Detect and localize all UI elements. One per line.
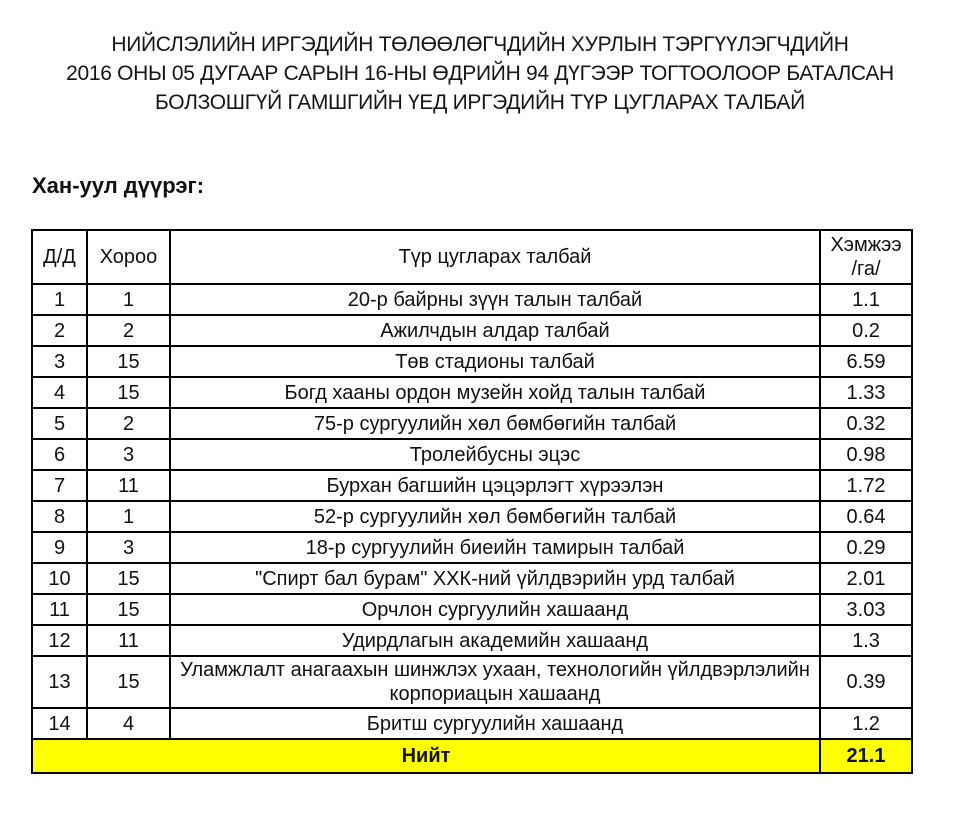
table-row: [32, 439, 912, 470]
cell-site: Удирдлагын академийн хашаанд: [170, 625, 820, 656]
cell-khoroo: 2: [87, 315, 170, 346]
table-row: [32, 594, 912, 625]
cell-dd: 14: [32, 708, 87, 739]
cell-dd: 5: [32, 408, 87, 439]
cell-khoroo: 1: [87, 284, 170, 315]
cell-khoroo: 3: [87, 532, 170, 563]
cell-dd: 8: [32, 501, 87, 532]
cell-khoroo: 15: [87, 563, 170, 594]
table-header-row: [32, 230, 912, 284]
cell-dd: 7: [32, 470, 87, 501]
title-line-3: БОЛЗОШГҮЙ ГАМШГИЙН ҮЕД ИРГЭДИЙН ТҮР ЦУГЛАРАХ ТАЛБАЙ: [155, 91, 805, 114]
cell-khoroo: 11: [87, 470, 170, 501]
cell-site: 52-р сургуулийн хөл бөмбөгийн талбай: [170, 501, 820, 532]
table-row: [32, 563, 912, 594]
cell-site: "Спирт бал бурам" ХХК-ний үйлдвэрийн урд талбай: [170, 563, 820, 594]
cell-size: 0.64: [820, 501, 912, 532]
cell-site: Ажилчдын алдар талбай: [170, 315, 820, 346]
cell-size: 1.2: [820, 708, 912, 739]
cell-size: 1.72: [820, 470, 912, 501]
cell-dd: 11: [32, 594, 87, 625]
cell-khoroo: 15: [87, 656, 170, 708]
cell-size: 1.1: [820, 284, 912, 315]
document-title: [0, 30, 960, 117]
cell-size: 6.59: [820, 346, 912, 377]
cell-size: 0.39: [820, 656, 912, 708]
cell-size: 0.32: [820, 408, 912, 439]
cell-khoroo: 4: [87, 708, 170, 739]
assembly-areas-table: [31, 229, 913, 774]
title-line-1: НИЙСЛЭЛИЙН ИРГЭДИЙН ТӨЛӨӨЛӨГЧДИЙН ХУРЛЫН ТЭРГҮҮЛЭГЧДИЙН: [111, 33, 849, 56]
cell-site: Уламжлалт анагаахын шинжлэх ухаан, технологийн үйлдвэрлэлийн корпориацын хашаанд: [170, 656, 820, 708]
total-label: Нийт: [32, 739, 820, 773]
cell-site: Богд хааны ордон музейн хойд талын талбай: [170, 377, 820, 408]
header-size: [820, 230, 912, 284]
cell-site: 75-р сургуулийн хөл бөмбөгийн талбай: [170, 408, 820, 439]
cell-khoroo: 15: [87, 377, 170, 408]
cell-site: 18-р сургуулийн биеийн тамирын талбай: [170, 532, 820, 563]
cell-size: 0.29: [820, 532, 912, 563]
cell-size: 1.33: [820, 377, 912, 408]
table-row: [32, 656, 912, 708]
table-row: [32, 315, 912, 346]
table-row: [32, 501, 912, 532]
header-size-line1: Хэмжээ: [830, 234, 902, 256]
cell-dd: 4: [32, 377, 87, 408]
cell-site: Бурхан багшийн цэцэрлэгт хүрээлэн: [170, 470, 820, 501]
table-row: [32, 377, 912, 408]
table-row: [32, 470, 912, 501]
section-heading: Хан-уул дүүрэг:: [32, 173, 205, 198]
cell-size: 0.98: [820, 439, 912, 470]
cell-dd: 6: [32, 439, 87, 470]
header-size-line2: /га/: [851, 258, 881, 280]
cell-dd: 13: [32, 656, 87, 708]
title-line-2: 2016 ОНЫ 05 ДУГААР САРЫН 16-НЫ ӨДРИЙН 94 ДҮГЭЭР ТОГТООЛООР БАТАЛСАН: [66, 62, 894, 85]
cell-size: 2.01: [820, 563, 912, 594]
cell-site: Төв стадионы талбай: [170, 346, 820, 377]
cell-khoroo: 3: [87, 439, 170, 470]
cell-size: 3.03: [820, 594, 912, 625]
cell-dd: 1: [32, 284, 87, 315]
table-row: [32, 625, 912, 656]
table-row: [32, 708, 912, 739]
table-row: [32, 408, 912, 439]
header-khoroo: Хороо: [87, 230, 170, 284]
cell-dd: 12: [32, 625, 87, 656]
cell-dd: 10: [32, 563, 87, 594]
cell-site: 20-р байрны зүүн талын талбай: [170, 284, 820, 315]
table-row: [32, 532, 912, 563]
cell-khoroo: 15: [87, 594, 170, 625]
cell-size: 1.3: [820, 625, 912, 656]
cell-khoroo: 11: [87, 625, 170, 656]
header-site: Түр цугларах талбай: [170, 230, 820, 284]
table-row: [32, 284, 912, 315]
document-page: [0, 30, 960, 774]
cell-dd: 2: [32, 315, 87, 346]
cell-khoroo: 15: [87, 346, 170, 377]
header-dd: Д/Д: [32, 230, 87, 284]
table-body: [32, 284, 912, 739]
cell-site: Бритш сургуулийн хашаанд: [170, 708, 820, 739]
total-row: [32, 739, 912, 773]
table-row: [32, 346, 912, 377]
cell-dd: 9: [32, 532, 87, 563]
cell-khoroo: 1: [87, 501, 170, 532]
cell-khoroo: 2: [87, 408, 170, 439]
cell-site: Орчлон сургуулийн хашаанд: [170, 594, 820, 625]
cell-dd: 3: [32, 346, 87, 377]
cell-site: Тролейбусны эцэс: [170, 439, 820, 470]
cell-size: 0.2: [820, 315, 912, 346]
total-value: 21.1: [820, 739, 912, 773]
